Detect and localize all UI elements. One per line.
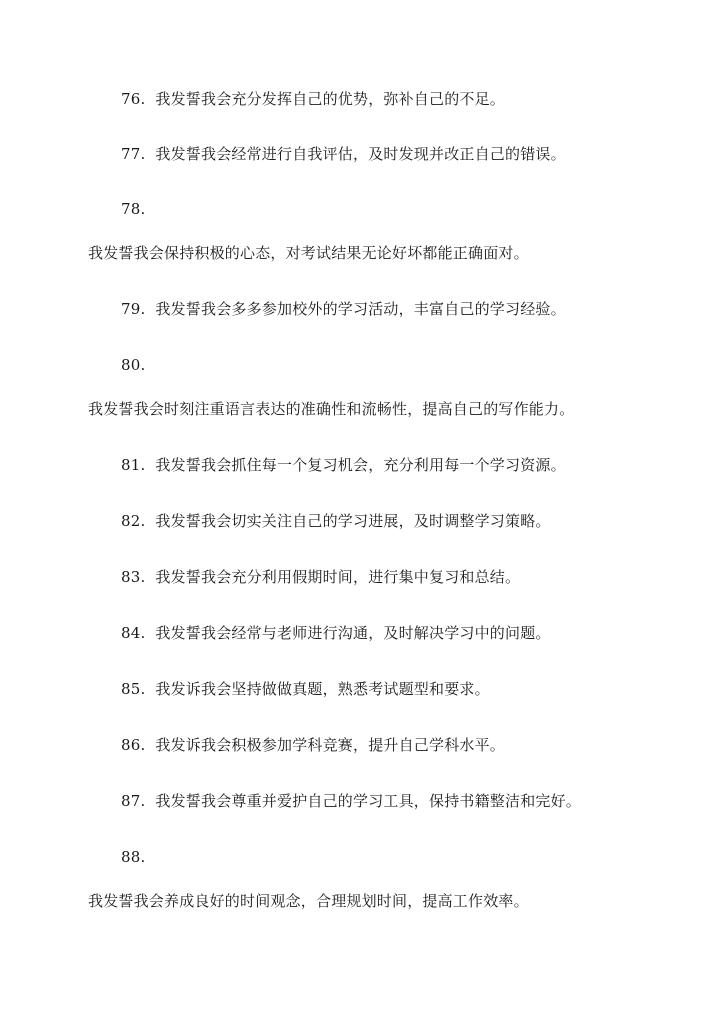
list-item	[121, 89, 505, 109]
list-item-number	[121, 199, 145, 219]
item-text: 我发誓我会经常与老师进行沟通，及时解决学习中的问题。	[155, 624, 551, 642]
list-item	[121, 791, 581, 811]
list-item	[121, 679, 490, 699]
item-number: 82.	[121, 512, 146, 530]
item-text: 我发誓我会经常进行自我评估，及时发现并改正自己的错误。	[155, 145, 566, 163]
item-text: 我发誓我会抓住每一个复习机会，充分利用每一个学习资源。	[155, 456, 566, 474]
item-number: 85.	[121, 680, 146, 698]
list-item-text	[88, 399, 574, 419]
item-text: 我发誓我会养成良好的时间观念，合理规划时间，提高工作效率。	[88, 892, 529, 910]
list-item	[121, 299, 566, 319]
list-item	[121, 623, 551, 643]
item-number: 81.	[121, 456, 146, 474]
item-number: 84.	[121, 624, 146, 642]
item-number: 87.	[121, 792, 146, 810]
list-item	[121, 567, 520, 587]
list-item	[121, 735, 505, 755]
item-text: 我发誓我会切实关注自己的学习进展，及时调整学习策略。	[155, 512, 551, 530]
item-number: 77.	[121, 145, 146, 163]
list-item	[121, 455, 566, 475]
list-item-text	[88, 891, 529, 911]
item-text: 我发誓我会保持积极的心态，对考试结果无论好坏都能正确面对。	[88, 244, 529, 262]
item-number: 80.	[121, 356, 146, 374]
item-number: 78.	[121, 200, 146, 218]
list-item-number	[121, 355, 145, 375]
item-number: 76.	[121, 90, 146, 108]
item-text: 我发誓我会尊重并爱护自己的学习工具，保持书籍整洁和完好。	[155, 792, 582, 810]
item-number: 88.	[121, 848, 146, 866]
item-number: 86.	[121, 736, 146, 754]
item-number: 79.	[121, 300, 146, 318]
item-text: 我发誓我会充分发挥自己的优势，弥补自己的不足。	[155, 90, 506, 108]
item-text: 我发诉我会坚持做做真题，熟悉考试题型和要求。	[155, 680, 490, 698]
item-text: 我发诉我会积极参加学科竞赛，提升自己学科水平。	[155, 736, 506, 754]
item-text: 我发誓我会时刻注重语言表达的准确性和流畅性，提高自己的写作能力。	[88, 400, 575, 418]
list-item	[121, 144, 566, 164]
item-number: 83.	[121, 568, 146, 586]
list-item-number	[121, 847, 145, 867]
item-text: 我发誓我会充分利用假期时间，进行集中复习和总结。	[155, 568, 521, 586]
item-text: 我发誓我会多多参加校外的学习活动，丰富自己的学习经验。	[155, 300, 566, 318]
list-item-text	[88, 243, 529, 263]
list-item	[121, 511, 551, 531]
